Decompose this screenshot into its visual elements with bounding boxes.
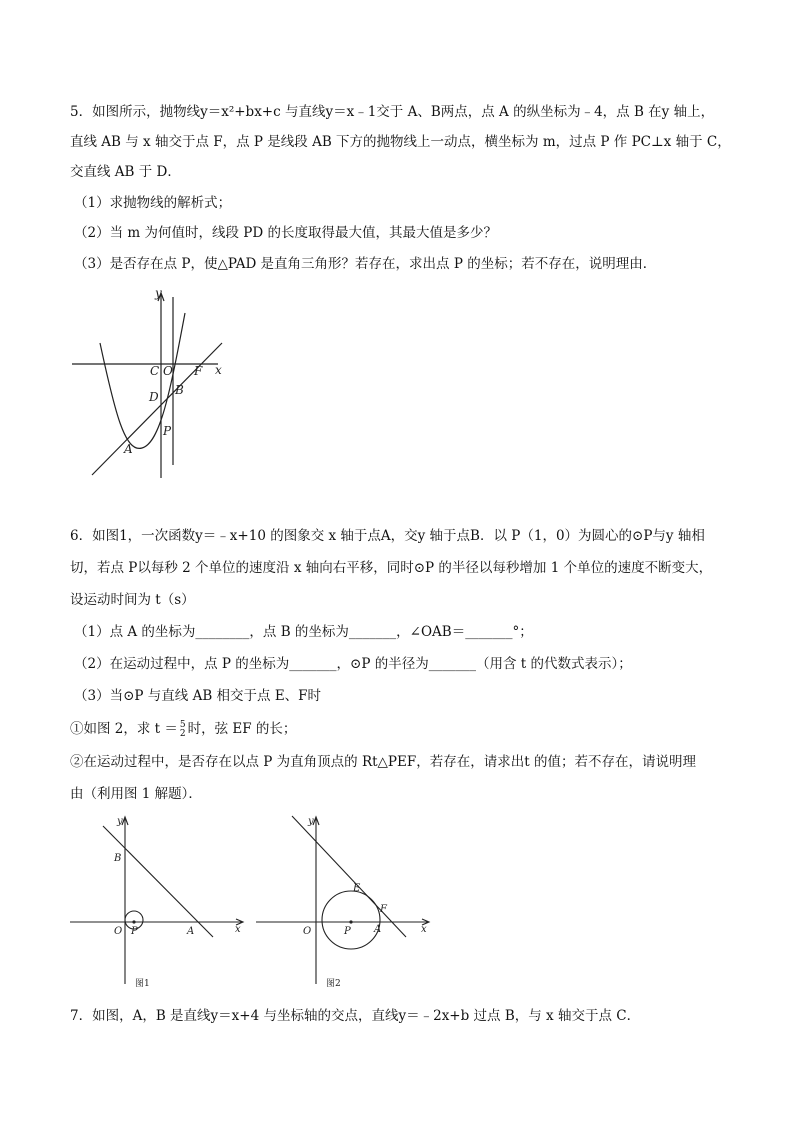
- label-o: O: [114, 926, 123, 937]
- label-a: A: [187, 926, 195, 937]
- fraction-numerator: 5: [179, 719, 186, 730]
- label-a: A: [374, 924, 382, 935]
- point-p: [132, 920, 135, 923]
- label-f: F: [194, 364, 203, 378]
- label-f: F: [380, 904, 387, 915]
- figure-1-caption: 图1: [135, 979, 150, 989]
- q7-line-1: 7．如图，A，B 是直线y＝x+4 与坐标轴的交点，直线y＝﹣2x+b 过点 B，与 x 轴交于点 C．: [70, 1008, 641, 1024]
- q5-line-2: 直线 AB 与 x 轴交于点 F，点 P 是线段 AB 下方的抛物线上一动点，横坐标为 m，过点 P 作 PC⊥x 轴于 C，: [70, 134, 731, 150]
- q6-part-1-suffix: 时，弦 EF 的长；: [187, 721, 297, 737]
- q6-line-1: 6．如图1，一次函数y＝﹣x+10 的图象交 x 轴于点A，交y 轴于点B．以 P（1，0）为圆心的⊙P与y 轴相: [70, 528, 705, 544]
- q5-subquestion-1: （1）求抛物线的解析式；: [74, 195, 232, 211]
- q6-line-2: 切，若点 P以每秒 2 个单位的速度沿 x 轴向右平移，同时⊙P 的半径以每秒增加 1 个单位的速度不断变大，: [70, 560, 713, 576]
- point-p: [349, 920, 352, 923]
- label-c: C: [150, 364, 160, 378]
- label-b: B: [175, 383, 184, 397]
- y-label: y: [155, 286, 162, 300]
- x-label: x: [235, 924, 241, 935]
- line-ab: [92, 343, 222, 475]
- q6-figure-2: [256, 814, 436, 994]
- q6-part-1: [70, 719, 296, 739]
- label-p: P: [131, 926, 138, 937]
- x-label: x: [421, 924, 427, 935]
- q5-figure: [70, 283, 240, 483]
- q6-subquestion-3: （3）当⊙P 与直线 AB 相交于点 E、F时: [74, 688, 322, 704]
- q6-subquestion-1: （1）点 A 的坐标为________，点 B 的坐标为_______，∠OAB＝_______°；: [74, 624, 533, 640]
- q5-line-3: 交直线 AB 于 D．: [70, 164, 181, 180]
- circle-p: [322, 891, 380, 949]
- label-o: O: [163, 364, 173, 378]
- q6-part-1-prefix: ①如图 2，求 t ＝: [70, 721, 178, 737]
- q5-subquestion-2: （2）当 m 为何值时，线段 PD 的长度取得最大值，其最大值是多少？: [74, 225, 497, 241]
- q6-subquestion-2: （2）在运动过程中，点 P 的坐标为_______，⊙P 的半径为_______（用含 t 的代数式表示）；: [74, 656, 632, 672]
- q6-part-2-line-1: ②在运动过程中，是否存在以点 P 为直角顶点的 Rt△PEF，若存在，请求出t 的值；若不存在，请说明理: [70, 754, 696, 770]
- label-e: E: [353, 883, 361, 894]
- q6-line-3: 设运动时间为 t（s）: [70, 592, 195, 608]
- y-label: y: [308, 816, 314, 827]
- label-a: A: [124, 442, 133, 456]
- label-p: P: [344, 926, 351, 937]
- fraction-denominator: 2: [179, 728, 186, 739]
- fraction-five-halves: [180, 721, 186, 739]
- q6-part-2-line-2: 由（利用图 1 解题）．: [70, 786, 202, 802]
- parabola: [100, 313, 185, 448]
- q6-figure-1: [70, 814, 250, 994]
- q5-subquestion-3: （3）是否存在点 P，使△PAD 是直角三角形？若存在，求出点 P 的坐标；若不存在，说明理由．: [74, 256, 657, 272]
- q5-line-1: 5．如图所示，抛物线y＝x²+bx+c 与直线y＝x﹣1交于 A、B两点，点 A 的纵坐标为﹣4，点 B 在y 轴上，: [70, 104, 715, 120]
- label-d: D: [149, 390, 159, 404]
- figure-2-caption: 图2: [326, 979, 341, 989]
- y-label: y: [117, 816, 123, 827]
- label-p: P: [163, 424, 172, 438]
- line-ab: [103, 826, 213, 937]
- x-label: x: [215, 363, 222, 377]
- label-b: B: [114, 853, 122, 864]
- label-o: O: [303, 926, 312, 937]
- line-ab: [292, 816, 406, 937]
